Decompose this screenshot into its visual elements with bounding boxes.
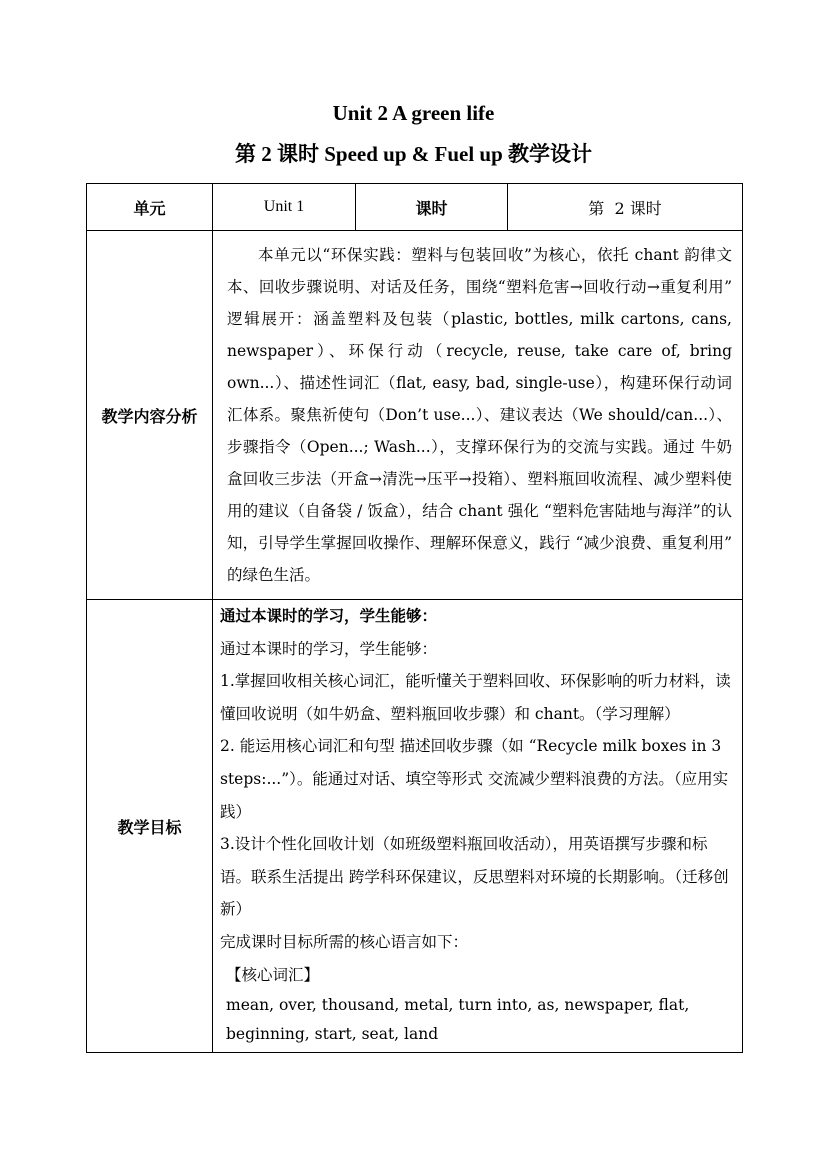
goals-intro: 通过本课时的学习，学生能够： xyxy=(220,639,438,658)
lesson-subtitle: 第 2 课时 Speed up & Fuel up 教学设计 xyxy=(234,142,593,166)
analysis-text: 本单元以“环保实践：塑料与包装回收”为核心，依托 chant 韵律文本、回收步骤说明、对话及任务，围绕“塑料危害→回收行动→重复利用” 逻辑展开：涵盖塑料及包装（plastic, bottles, milk cartons, cans, newspaper）、环保行动（recycle, reuse, take care of, bring own...）、描述性词汇（flat, easy, bad, single-use），构建环保行动词汇体系。聚焦祈使句（Don’t use...）、建议表达（We should/can...）、步骤指令（Open...; Wash...），支撑环保行为的交流与实践。通过 牛奶盒回收三步法（开盒→清洗→压平→投箱）、塑料瓶回收流程、减少塑料使用的建议（自备袋 / 饭盒），结合 chant 强化 “塑料危害陆地与海洋”的认知，引导学生掌握回收操作、理解环保意义，践行 “减少浪费、重复利用” 的绿色生活。 xyxy=(227,246,732,584)
goals-heading: 通过本课时的学习，学生能够： xyxy=(220,606,438,625)
goals-label: 教学目标 xyxy=(87,600,213,1053)
document-title: Unit 2 A green life xyxy=(332,101,495,125)
vocab-list: mean, over, thousand, metal, turn into, as, newspaper, flat, beginning, start, seat, land xyxy=(226,996,690,1044)
unit-value: Unit 1 xyxy=(213,184,356,231)
goal-item-1: 1.掌握回收相关核心词汇，能听懂关于塑料回收、环保影响的听力材料，读懂回收说明（如牛奶盒、塑料瓶回收步骤）和 chant。（学习理解） xyxy=(220,672,731,723)
analysis-cell xyxy=(213,231,743,600)
analysis-row xyxy=(87,231,743,600)
goals-cell xyxy=(213,600,743,1053)
header-row xyxy=(87,184,743,231)
period-label: 课时 xyxy=(356,184,508,231)
goal-item-2: 2. 能运用核心词汇和句型 描述回收步骤（如 “Recycle milk boxes in 3 steps:...”）。能通过对话、填空等形式 交流减少塑料浪费的方法。（应用实践） xyxy=(220,737,729,821)
analysis-label: 教学内容分析 xyxy=(87,231,213,600)
goal-item-3: 3.设计个性化回收计划（如班级塑料瓶回收活动），用英语撰写步骤和标语。联系生活提出 跨学科环保建议，反思塑料对环境的长期影响。（迁移创新） xyxy=(220,835,729,919)
unit-label: 单元 xyxy=(87,184,213,231)
language-intro: 完成课时目标所需的核心语言如下： xyxy=(220,932,469,951)
goals-row xyxy=(87,600,743,1053)
lesson-plan-table xyxy=(86,183,743,1053)
period-value: 第 2 课时 xyxy=(508,184,743,231)
vocab-heading: 【核心词汇】 xyxy=(226,965,320,984)
